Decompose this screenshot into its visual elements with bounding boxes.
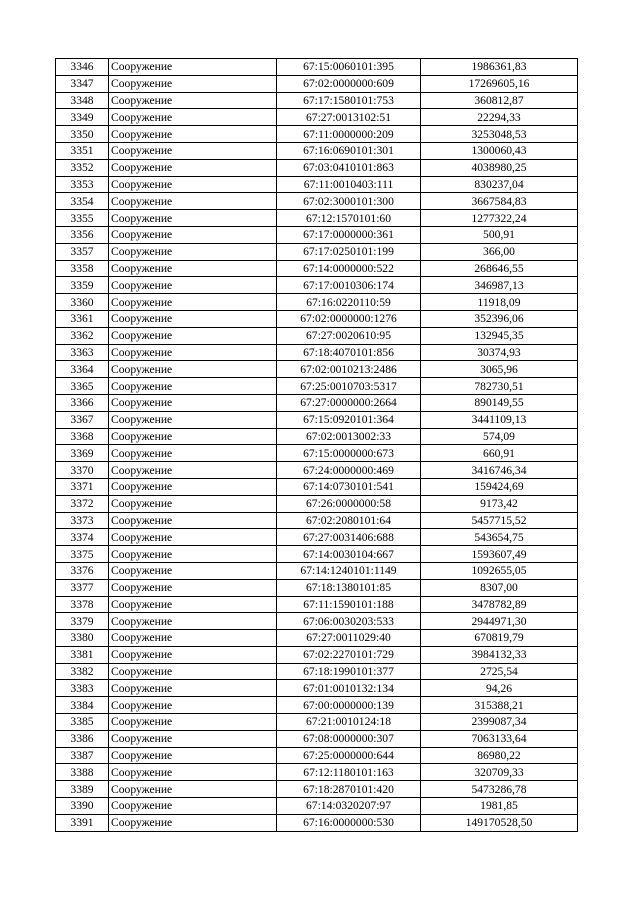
cadastral-number-cell: 67:21:0010124:18 [277,714,421,731]
row-number-cell: 3380 [56,630,109,647]
table-row [56,781,578,798]
row-number-cell: 3381 [56,646,109,663]
cadastral-value-cell: 3065,96 [421,361,578,378]
cadastral-number-cell: 67:17:1580101:753 [277,92,421,109]
table-row [56,193,578,210]
cadastral-value-cell: 574,09 [421,428,578,445]
cadastral-value-cell: 5473286,78 [421,781,578,798]
cadastral-number-cell: 67:06:0030203:533 [277,613,421,630]
object-type-cell: Сооружение [109,512,277,529]
row-number-cell: 3367 [56,411,109,428]
row-number-cell: 3384 [56,697,109,714]
row-number-cell: 3366 [56,394,109,411]
object-type-cell: Сооружение [109,159,277,176]
object-type-cell: Сооружение [109,562,277,579]
cadastral-number-cell: 67:12:1180101:163 [277,764,421,781]
cadastral-value-cell: 500,91 [421,226,578,243]
table-row [56,159,578,176]
table-row [56,680,578,697]
cadastral-value-cell: 132945,35 [421,327,578,344]
table-row [56,176,578,193]
row-number-cell: 3388 [56,764,109,781]
table-row [56,478,578,495]
row-number-cell: 3372 [56,495,109,512]
cadastral-value-cell: 30374,93 [421,344,578,361]
cadastral-value-cell: 17269605,16 [421,75,578,92]
cadastral-value-cell: 1277322,24 [421,210,578,227]
object-type-cell: Сооружение [109,445,277,462]
row-number-cell: 3349 [56,109,109,126]
object-type-cell: Сооружение [109,92,277,109]
cadastral-value-cell: 782730,51 [421,378,578,395]
object-type-cell: Сооружение [109,361,277,378]
row-number-cell: 3382 [56,663,109,680]
cadastral-value-cell: 366,00 [421,243,578,260]
cadastral-value-cell: 8307,00 [421,579,578,596]
cadastral-number-cell: 67:11:0000000:209 [277,126,421,143]
row-number-cell: 3358 [56,260,109,277]
cadastral-number-cell: 67:15:0000000:673 [277,445,421,462]
cadastral-value-cell: 3441109,13 [421,411,578,428]
object-type-cell: Сооружение [109,747,277,764]
row-number-cell: 3387 [56,747,109,764]
table-row [56,59,578,76]
cadastral-number-cell: 67:18:2870101:420 [277,781,421,798]
cadastral-number-cell: 67:17:0010306:174 [277,277,421,294]
table-row [56,798,578,815]
row-number-cell: 3360 [56,294,109,311]
cadastral-number-cell: 67:14:0030104:667 [277,546,421,563]
row-number-cell: 3364 [56,361,109,378]
cadastral-value-cell: 1092655,05 [421,562,578,579]
cadastral-number-cell: 67:02:0000000:1276 [277,310,421,327]
object-type-cell: Сооружение [109,226,277,243]
table-row [56,747,578,764]
table-row [56,596,578,613]
row-number-cell: 3375 [56,546,109,563]
object-type-cell: Сооружение [109,764,277,781]
cadastral-number-cell: 67:00:0000000:139 [277,697,421,714]
table-row [56,697,578,714]
row-number-cell: 3353 [56,176,109,193]
row-number-cell: 3383 [56,680,109,697]
cadastral-number-cell: 67:11:1590101:188 [277,596,421,613]
cadastral-number-cell: 67:18:1990101:377 [277,663,421,680]
table-row [56,378,578,395]
cadastral-value-cell: 159424,69 [421,478,578,495]
cadastral-value-cell: 660,91 [421,445,578,462]
object-type-cell: Сооружение [109,210,277,227]
row-number-cell: 3347 [56,75,109,92]
object-type-cell: Сооружение [109,310,277,327]
cadastral-value-cell: 352396,06 [421,310,578,327]
row-number-cell: 3368 [56,428,109,445]
object-type-cell: Сооружение [109,260,277,277]
row-number-cell: 3348 [56,92,109,109]
object-type-cell: Сооружение [109,243,277,260]
row-number-cell: 3355 [56,210,109,227]
cadastral-number-cell: 67:08:0000000:307 [277,730,421,747]
object-type-cell: Сооружение [109,277,277,294]
object-type-cell: Сооружение [109,646,277,663]
cadastral-number-cell: 67:16:0690101:301 [277,142,421,159]
object-type-cell: Сооружение [109,663,277,680]
cadastral-value-cell: 890149,55 [421,394,578,411]
table-row [56,260,578,277]
table-row [56,428,578,445]
object-type-cell: Сооружение [109,394,277,411]
cadastral-value-cell: 1986361,83 [421,59,578,76]
property-registry-table [55,58,578,832]
cadastral-value-cell: 11918,09 [421,294,578,311]
table-row [56,730,578,747]
cadastral-value-cell: 2725,54 [421,663,578,680]
table-row [56,663,578,680]
object-type-cell: Сооружение [109,109,277,126]
object-type-cell: Сооружение [109,378,277,395]
table-row [56,495,578,512]
row-number-cell: 3370 [56,462,109,479]
cadastral-value-cell: 3253048,53 [421,126,578,143]
table-row [56,92,578,109]
object-type-cell: Сооружение [109,697,277,714]
object-type-cell: Сооружение [109,428,277,445]
object-type-cell: Сооружение [109,344,277,361]
cadastral-number-cell: 67:17:0250101:199 [277,243,421,260]
row-number-cell: 3361 [56,310,109,327]
table-row [56,512,578,529]
object-type-cell: Сооружение [109,411,277,428]
cadastral-value-cell: 9173,42 [421,495,578,512]
table-row [56,109,578,126]
row-number-cell: 3378 [56,596,109,613]
cadastral-number-cell: 67:27:0011029:40 [277,630,421,647]
row-number-cell: 3379 [56,613,109,630]
cadastral-number-cell: 67:15:0920101:364 [277,411,421,428]
cadastral-number-cell: 67:26:0000000:58 [277,495,421,512]
table-row [56,579,578,596]
table-row [56,462,578,479]
object-type-cell: Сооружение [109,478,277,495]
cadastral-number-cell: 67:02:0010213:2486 [277,361,421,378]
row-number-cell: 3385 [56,714,109,731]
table-row [56,226,578,243]
row-number-cell: 3376 [56,562,109,579]
row-number-cell: 3362 [56,327,109,344]
cadastral-number-cell: 67:02:3000101:300 [277,193,421,210]
cadastral-number-cell: 67:15:0060101:395 [277,59,421,76]
cadastral-number-cell: 67:24:0000000:469 [277,462,421,479]
row-number-cell: 3357 [56,243,109,260]
row-number-cell: 3346 [56,59,109,76]
table-row [56,714,578,731]
object-type-cell: Сооружение [109,814,277,831]
row-number-cell: 3386 [56,730,109,747]
table-row [56,243,578,260]
cadastral-number-cell: 67:14:0320207:97 [277,798,421,815]
table-row [56,630,578,647]
row-number-cell: 3363 [56,344,109,361]
cadastral-number-cell: 67:16:0000000:530 [277,814,421,831]
object-type-cell: Сооружение [109,529,277,546]
table-row [56,546,578,563]
table-row [56,310,578,327]
cadastral-number-cell: 67:01:0010132:134 [277,680,421,697]
row-number-cell: 3352 [56,159,109,176]
cadastral-number-cell: 67:02:2270101:729 [277,646,421,663]
row-number-cell: 3391 [56,814,109,831]
table-row [56,210,578,227]
cadastral-value-cell: 94,26 [421,680,578,697]
cadastral-number-cell: 67:02:0000000:609 [277,75,421,92]
object-type-cell: Сооружение [109,781,277,798]
object-type-cell: Сооружение [109,142,277,159]
row-number-cell: 3371 [56,478,109,495]
object-type-cell: Сооружение [109,613,277,630]
cadastral-value-cell: 7063133,64 [421,730,578,747]
cadastral-number-cell: 67:27:0013102:51 [277,109,421,126]
object-type-cell: Сооружение [109,294,277,311]
table-row [56,142,578,159]
cadastral-number-cell: 67:12:1570101:60 [277,210,421,227]
table-row [56,562,578,579]
table-row [56,327,578,344]
registry-table-body [56,59,578,832]
cadastral-value-cell: 5457715,52 [421,512,578,529]
cadastral-number-cell: 67:18:1380101:85 [277,579,421,596]
cadastral-number-cell: 67:02:0013002:33 [277,428,421,445]
table-row [56,344,578,361]
object-type-cell: Сооружение [109,798,277,815]
cadastral-number-cell: 67:27:0031406:688 [277,529,421,546]
cadastral-number-cell: 67:14:0000000:522 [277,260,421,277]
cadastral-value-cell: 346987,13 [421,277,578,294]
object-type-cell: Сооружение [109,59,277,76]
table-row [56,411,578,428]
row-number-cell: 3365 [56,378,109,395]
row-number-cell: 3350 [56,126,109,143]
cadastral-value-cell: 2944971,30 [421,613,578,630]
cadastral-value-cell: 320709,33 [421,764,578,781]
row-number-cell: 3359 [56,277,109,294]
table-row [56,529,578,546]
object-type-cell: Сооружение [109,176,277,193]
cadastral-number-cell: 67:16:0220110:59 [277,294,421,311]
cadastral-value-cell: 4038980,25 [421,159,578,176]
row-number-cell: 3354 [56,193,109,210]
object-type-cell: Сооружение [109,579,277,596]
object-type-cell: Сооружение [109,126,277,143]
row-number-cell: 3369 [56,445,109,462]
cadastral-value-cell: 315388,21 [421,697,578,714]
cadastral-value-cell: 1981,85 [421,798,578,815]
cadastral-value-cell: 543654,75 [421,529,578,546]
cadastral-number-cell: 67:27:0000000:2664 [277,394,421,411]
cadastral-number-cell: 67:17:0000000:361 [277,226,421,243]
row-number-cell: 3351 [56,142,109,159]
row-number-cell: 3374 [56,529,109,546]
object-type-cell: Сооружение [109,546,277,563]
cadastral-number-cell: 67:03:0410101:863 [277,159,421,176]
row-number-cell: 3389 [56,781,109,798]
object-type-cell: Сооружение [109,75,277,92]
table-row [56,445,578,462]
table-row [56,277,578,294]
cadastral-value-cell: 2399087,34 [421,714,578,731]
cadastral-number-cell: 67:25:0000000:644 [277,747,421,764]
cadastral-number-cell: 67:11:0010403:111 [277,176,421,193]
cadastral-number-cell: 67:25:0010703:5317 [277,378,421,395]
cadastral-value-cell: 3416746,34 [421,462,578,479]
object-type-cell: Сооружение [109,596,277,613]
table-row [56,764,578,781]
row-number-cell: 3356 [56,226,109,243]
table-row [56,814,578,831]
cadastral-value-cell: 149170528,50 [421,814,578,831]
cadastral-number-cell: 67:14:0730101:541 [277,478,421,495]
cadastral-value-cell: 360812,87 [421,92,578,109]
cadastral-number-cell: 67:18:4070101:856 [277,344,421,361]
cadastral-value-cell: 3667584,83 [421,193,578,210]
table-row [56,75,578,92]
row-number-cell: 3377 [56,579,109,596]
cadastral-number-cell: 67:02:2080101:64 [277,512,421,529]
object-type-cell: Сооружение [109,630,277,647]
table-row [56,394,578,411]
table-row [56,613,578,630]
cadastral-value-cell: 830237,04 [421,176,578,193]
object-type-cell: Сооружение [109,495,277,512]
cadastral-value-cell: 1593607,49 [421,546,578,563]
cadastral-value-cell: 670819,79 [421,630,578,647]
object-type-cell: Сооружение [109,462,277,479]
cadastral-value-cell: 3478782,89 [421,596,578,613]
row-number-cell: 3390 [56,798,109,815]
row-number-cell: 3373 [56,512,109,529]
object-type-cell: Сооружение [109,193,277,210]
object-type-cell: Сооружение [109,327,277,344]
table-row [56,294,578,311]
table-row [56,361,578,378]
cadastral-number-cell: 67:27:0020610:95 [277,327,421,344]
object-type-cell: Сооружение [109,680,277,697]
object-type-cell: Сооружение [109,730,277,747]
cadastral-value-cell: 86980,22 [421,747,578,764]
cadastral-value-cell: 268646,55 [421,260,578,277]
object-type-cell: Сооружение [109,714,277,731]
table-row [56,126,578,143]
cadastral-number-cell: 67:14:1240101:1149 [277,562,421,579]
table-row [56,646,578,663]
cadastral-value-cell: 3984132,33 [421,646,578,663]
cadastral-value-cell: 22294,33 [421,109,578,126]
cadastral-value-cell: 1300060,43 [421,142,578,159]
